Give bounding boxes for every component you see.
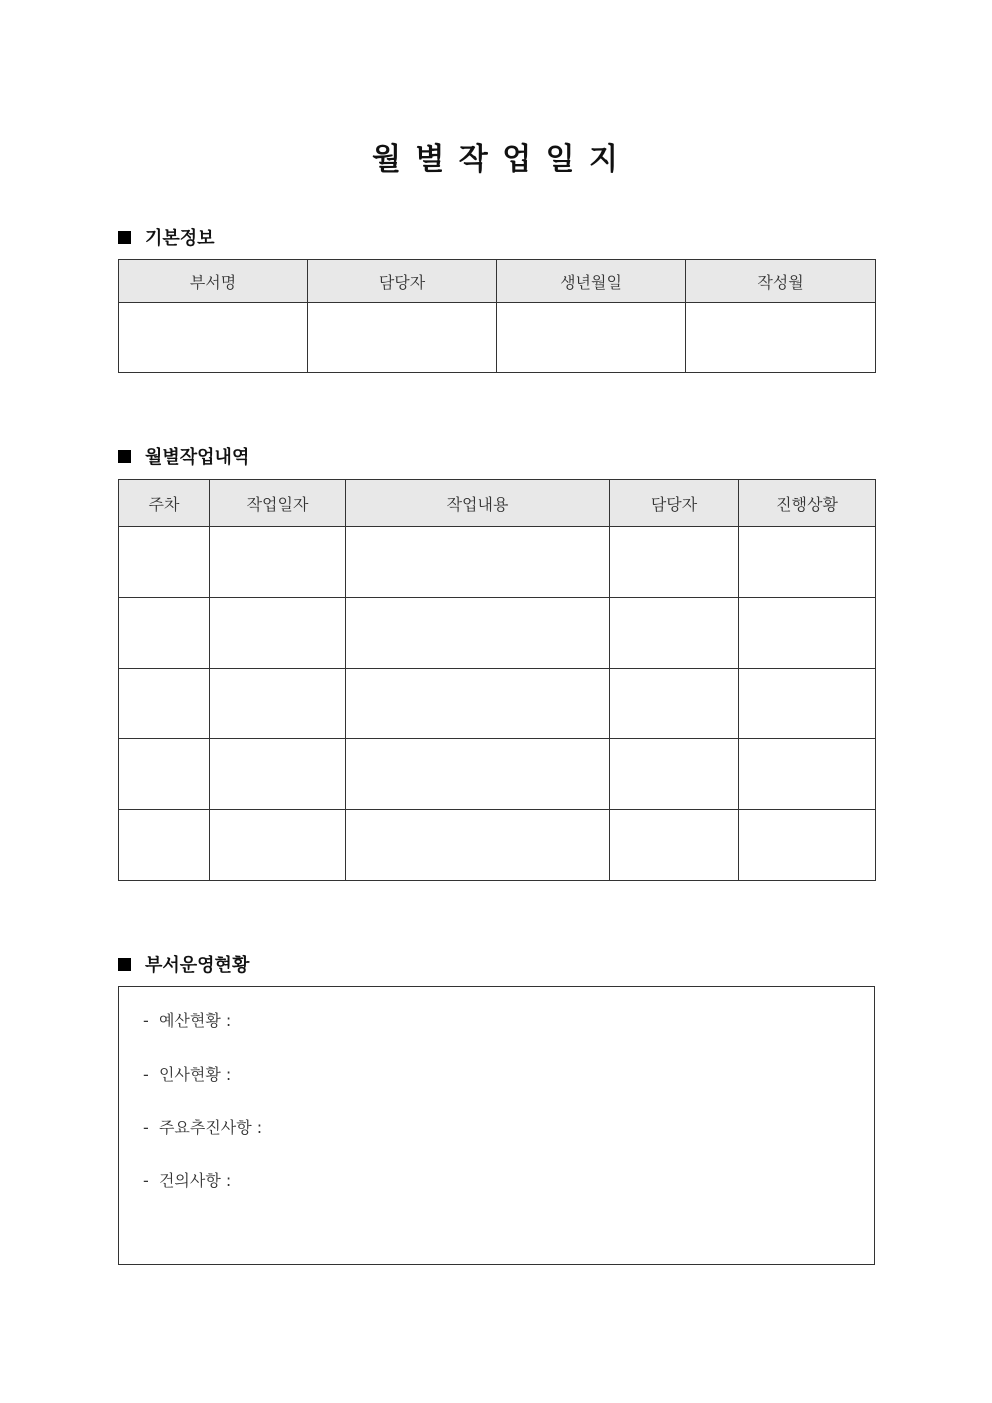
progress-cell[interactable] [739,669,876,739]
budget-status-line[interactable]: - 예산현황 : [143,1011,232,1030]
week-cell[interactable] [119,669,210,739]
progress-cell[interactable] [739,598,876,669]
column-header-work-content: 작업내용 [346,480,610,527]
manager-cell[interactable] [610,527,739,598]
table-row [119,527,876,598]
section-heading-basic-info [118,224,215,250]
manager-cell[interactable] [610,598,739,669]
work-content-cell[interactable] [346,810,610,881]
column-header-work-date: 작업일자 [210,480,346,527]
work-date-cell[interactable] [210,810,346,881]
manager-cell[interactable] [610,669,739,739]
progress-cell[interactable] [739,739,876,810]
column-header-week: 주차 [119,480,210,527]
dept-name-field[interactable] [119,303,308,373]
work-content-cell[interactable] [346,598,610,669]
work-date-cell[interactable] [210,669,346,739]
section-heading-dept-status [118,951,249,977]
personnel-status-line[interactable]: - 인사현황 : [143,1065,232,1084]
birthdate-field[interactable] [497,303,686,373]
column-header-manager: 담당자 [610,480,739,527]
table-row [119,739,876,810]
manager-cell[interactable] [610,810,739,881]
work-content-cell[interactable] [346,527,610,598]
week-cell[interactable] [119,739,210,810]
table-header-row [119,480,876,527]
dept-status-box [118,986,875,1265]
square-bullet-icon [118,231,131,244]
suggestions-line[interactable]: - 건의사항 : [143,1171,232,1190]
work-date-cell[interactable] [210,527,346,598]
work-date-cell[interactable] [210,739,346,810]
work-content-cell[interactable] [346,739,610,810]
column-header-manager: 담당자 [308,260,497,303]
week-cell[interactable] [119,598,210,669]
column-header-report-month: 작성월 [686,260,876,303]
section-heading-label: 부서운영현황 [145,955,250,976]
table-row [119,669,876,739]
section-heading-label: 기본정보 [145,228,215,249]
progress-cell[interactable] [739,810,876,881]
table-row [119,598,876,669]
square-bullet-icon [118,450,131,463]
week-cell[interactable] [119,527,210,598]
column-header-birthdate: 생년월일 [497,260,686,303]
column-header-progress: 진행상황 [739,480,876,527]
table-row [119,810,876,881]
progress-cell[interactable] [739,527,876,598]
key-initiatives-line[interactable]: - 주요추진사항 : [143,1118,263,1137]
table-row [119,303,876,373]
table-header-row [119,260,876,303]
page-title: 월 별 작 업 일 지 [371,142,621,177]
week-cell[interactable] [119,810,210,881]
monthly-work-table [118,479,876,881]
manager-field[interactable] [308,303,497,373]
manager-cell[interactable] [610,739,739,810]
column-header-dept-name: 부서명 [119,260,308,303]
work-content-cell[interactable] [346,669,610,739]
section-heading-monthly-work [118,443,249,469]
section-heading-label: 월별작업내역 [145,447,250,468]
square-bullet-icon [118,958,131,971]
work-date-cell[interactable] [210,598,346,669]
report-month-field[interactable] [686,303,876,373]
basic-info-table [118,259,876,373]
